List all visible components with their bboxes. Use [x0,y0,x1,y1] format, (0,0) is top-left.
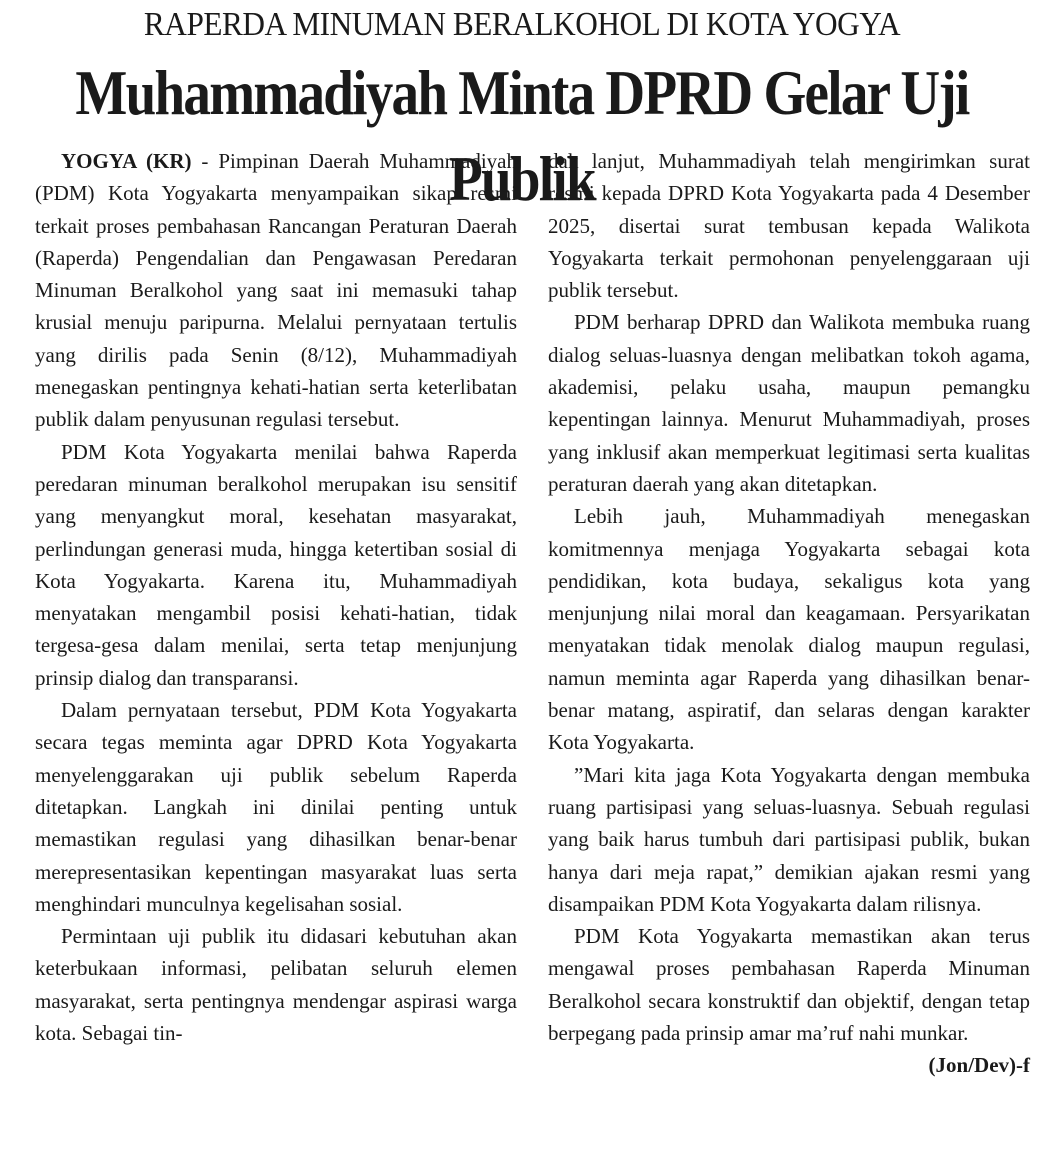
article-paragraph: PDM Kota Yogyakarta menilai bahwa Raperda peredaran minuman beralkohol merupakan isu sensitif yang menyangkut moral, kesehatan masyarakat, perlindungan generasi muda, hingga ketertiban sosial di Kota Yogyakarta. Karena itu, Muhammadiyah menyatakan mengambil posisi kehati-hatian, tidak tergesa-gesa dalam menilai, serta tetap menjunjung prinsip dialog dan transparansi. [35,439,517,690]
article-paragraph: ”Mari kita jaga Kota Yogyakarta dengan membuka ruang partisipasi yang seluas-luasnya. Sebuah regulasi yang baik harus tumbuh dari partisipasi publik, bukan hanya dari meja rapat,” demikian ajakan resmi yang disampaikan PDM Kota Yogyakarta dalam rilisnya. [548,762,1030,916]
article-paragraph: Dalam pernyataan tersebut, PDM Kota Yogyakarta secara tegas meminta agar DPRD Kota Yogyakarta menyelenggarakan uji publik sebelum Raperda ditetapkan. Langkah ini dinilai penting untuk memastikan regulasi yang dihasilkan benar-benar merepresentasikan kepentingan masyarakat luas serta menghindari munculnya kegelisahan sosial. [35,698,517,916]
author-credit: (Jon/Dev)-f [928,1053,1030,1078]
article-paragraph: Permintaan uji publik itu didasari kebutuhan akan keterbukaan informasi, pelibatan seluruh elemen masyarakat, serta pentingnya mendengar aspirasi warga kota. Sebagai tin- [35,924,517,1046]
article-column-right [548,145,1030,1082]
article-paragraph-continued: dak lanjut, Muhammadiyah telah mengirimkan surat resmi kepada DPRD Kota Yogyakarta pada 4 Desember 2025, disertai surat tembusan kepada Walikota Yogyakarta terkait permohonan penyelenggaraan uji publik tersebut. [548,149,1030,303]
paragraph-text: PDM Kota Yogyakarta memastikan akan terus mengawal proses pembahasan Raperda Minuman Beralkohol secara konstruktif dan objektif, dengan tetap berpegang pada prinsip amar ma’ruf nahi munkar. [548,924,1030,1046]
article-paragraph [35,145,517,436]
article-paragraph: PDM berharap DPRD dan Walikota membuka ruang dialog seluas-luasnya dengan melibatkan tokoh agama, akademisi, pelaku usaha, maupun pemangku kepentingan lainnya. Menurut Muhammadiyah, proses yang inklusif akan memperkuat legitimasi serta kualitas peraturan daerah yang akan ditetapkan. [548,310,1030,496]
article-headline: Muhammadiyah Minta DPRD Gelar Uji Publik [75,57,969,214]
article-paragraph: Lebih jauh, Muhammadiyah menegaskan komitmennya menjaga Yogyakarta sebagai kota pendidikan, kota budaya, sekaligus kota yang menjunjung nilai moral dan keagamaan. Persyarikatan menyatakan tidak menolak dialog maupun regulasi, namun meminta agar Raperda yang dihasilkan benar-benar matang, aspiratif, dan selaras dengan karakter Kota Yogyakarta. [548,504,1030,755]
paragraph-text: - Pimpinan Daerah Muhammadiyah (PDM) Kota Yogyakarta menyampaikan sikap resmi terkait proses pembahasan Rancangan Peraturan Daerah (Raperda) Pengendalian dan Pengawasan Peredaran Minuman Beralkohol yang saat ini memasuki tahap krusial menuju paripurna. Melalui pernyataan tertulis yang dirilis pada Senin (8/12), Muhammadiyah menegaskan pentingnya kehati-hatian serta keterlibatan publik dalam penyusunan regulasi tersebut. [35,149,517,432]
article-kicker: RAPERDA MINUMAN BERALKOHOL DI KOTA YOGYA [143,6,901,43]
article-paragraph [548,920,1030,1078]
article-column-left [35,145,517,1049]
dateline: YOGYA (KR) [61,149,192,173]
